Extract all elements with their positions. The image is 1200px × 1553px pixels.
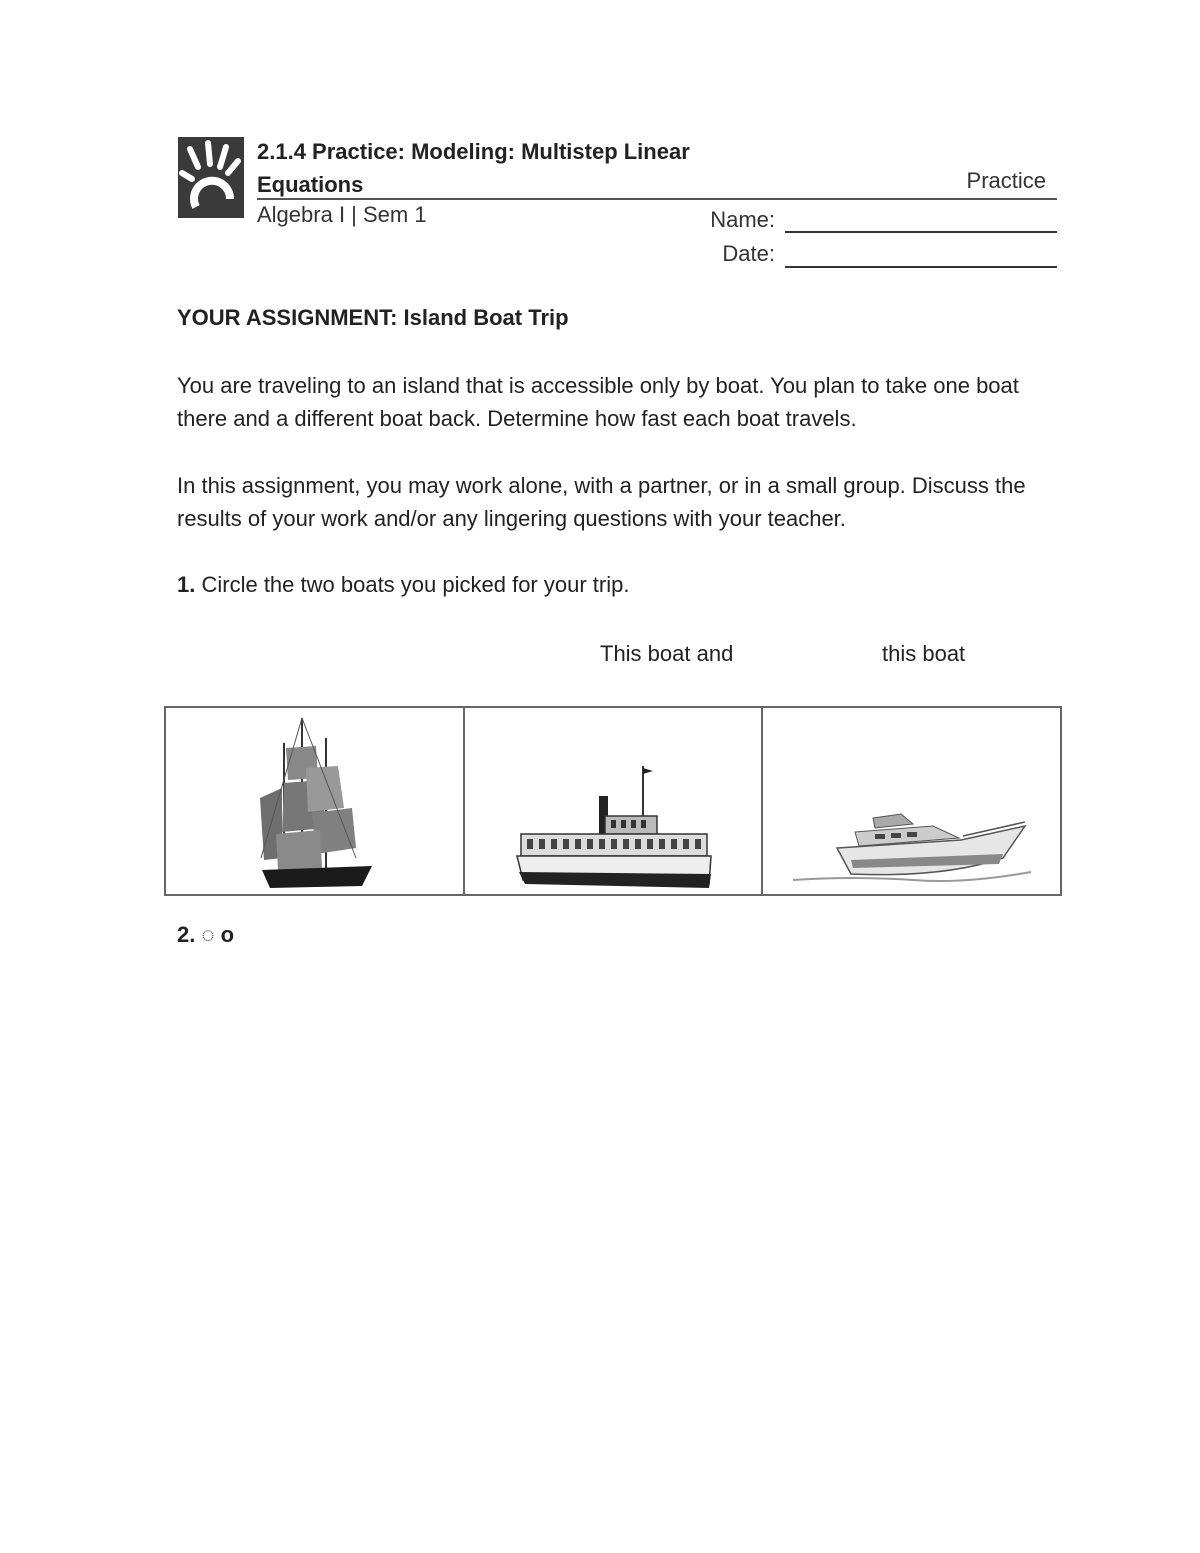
publisher-logo-icon	[178, 137, 244, 218]
question-1-text: Circle the two boats you picked for your trip.	[201, 572, 630, 597]
boat-option-yacht[interactable]	[763, 708, 1060, 894]
boat-options-table	[164, 706, 1062, 896]
boat-choice-label-second: this boat	[882, 641, 966, 666]
yacht-icon	[763, 708, 1060, 894]
question-1-number: 1.	[177, 572, 196, 597]
assignment-intro: You are traveling to an island that is accessible only by boat. You plan to take one boat there and a different boat back. Determine how fast each boat travels.	[177, 373, 1019, 431]
page-title: 2.1.4 Practice: Modeling: Multistep Linear Equations	[257, 139, 690, 197]
assignment-instructions: In this assignment, you may work alone, with a partner, or in a small group. Discuss the results of your work and/or any lingering questions with your teacher.	[177, 473, 1026, 531]
name-field[interactable]	[785, 231, 1057, 233]
date-field[interactable]	[785, 266, 1057, 268]
question-2-text: ◌ o	[201, 922, 235, 947]
question-2-number: 2.	[177, 922, 196, 947]
boat-option-sailing-ship[interactable]	[166, 708, 465, 894]
boat-choice-label-first: This boat and	[600, 641, 734, 666]
date-label: Date:	[722, 241, 775, 266]
course-label: Algebra I | Sem 1	[257, 202, 427, 227]
name-label: Name:	[710, 207, 775, 232]
assignment-heading: YOUR ASSIGNMENT: Island Boat Trip	[177, 305, 569, 330]
boat-option-steamboat[interactable]	[465, 708, 764, 894]
question-2	[177, 920, 234, 950]
sailing-ship-icon	[166, 708, 463, 894]
document-type-label: Practice	[966, 168, 1046, 193]
steamboat-icon	[465, 708, 762, 894]
question-1	[177, 570, 629, 600]
